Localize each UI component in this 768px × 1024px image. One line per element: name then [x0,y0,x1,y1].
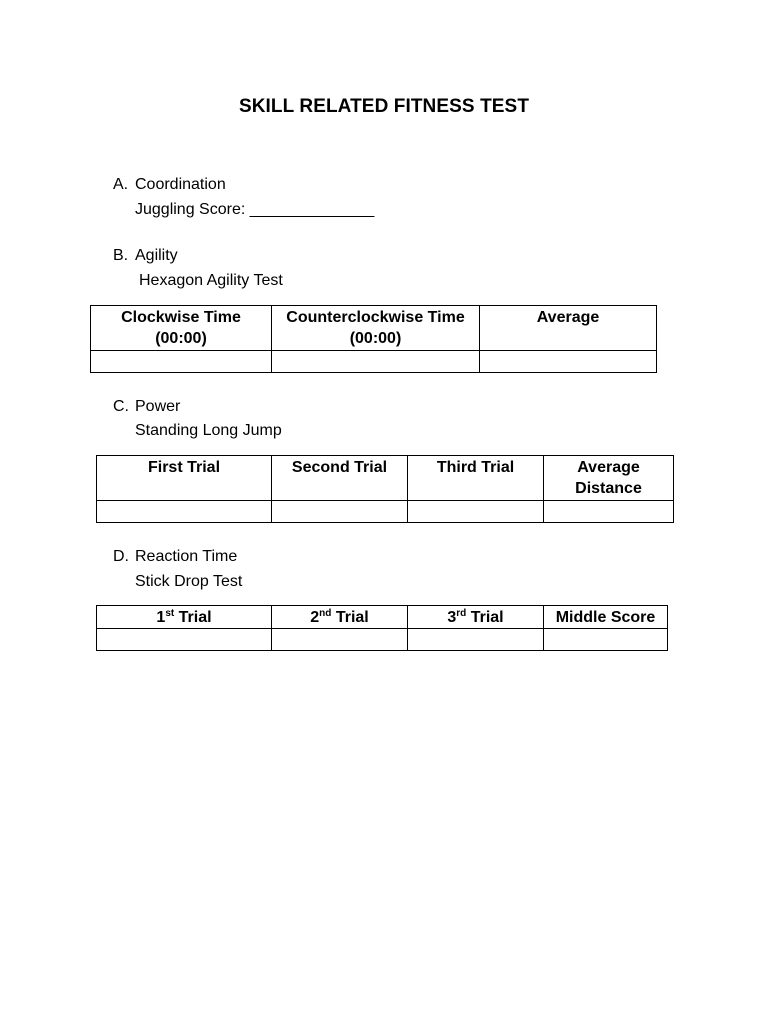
power-table [96,455,674,523]
section-c-letter: C. [113,398,129,415]
reaction-header-3rd-trial: 3rd Trial [408,606,544,629]
juggling-score-line: Juggling Score: ______________ [135,201,375,218]
section-a-name: Coordination [135,176,226,193]
section-b-letter: B. [113,247,129,264]
agility-cell-counterclockwise[interactable] [272,351,480,373]
reaction-header-2nd-trial: 2nd Trial [272,606,408,629]
agility-cell-clockwise[interactable] [91,351,272,373]
agility-header-average: Average [480,306,657,351]
section-c-name: Power [135,398,181,415]
power-header-first-trial: First Trial [97,456,272,501]
section-b-test-name: Hexagon Agility Test [139,272,283,289]
section-d-heading [113,548,237,566]
power-cell-first-trial[interactable] [97,501,272,523]
power-header-average-distance: Average Distance [544,456,674,501]
section-b-name: Agility [135,247,178,264]
power-cell-second-trial[interactable] [272,501,408,523]
agility-header-clockwise: Clockwise Time (00:00) [91,306,272,351]
section-d-letter: D. [113,548,129,565]
reaction-header-middle-score: Middle Score [544,606,668,629]
reaction-cell-middle-score[interactable] [544,629,668,651]
agility-header-counterclockwise: Counterclockwise Time (00:00) [272,306,480,351]
power-cell-third-trial[interactable] [408,501,544,523]
section-a-heading [113,176,226,194]
reaction-cell-3rd-trial[interactable] [408,629,544,651]
section-a-letter: A. [113,176,129,193]
section-c-test-name: Standing Long Jump [135,422,282,439]
section-b-heading [113,247,178,265]
agility-table [90,305,657,373]
reaction-table [96,605,668,651]
section-d-test-name: Stick Drop Test [135,573,243,590]
reaction-header-1st-trial: 1st Trial [97,606,272,629]
section-d-name: Reaction Time [135,548,238,565]
agility-cell-average[interactable] [480,351,657,373]
reaction-cell-2nd-trial[interactable] [272,629,408,651]
section-c-heading [113,398,180,416]
page-title: SKILL RELATED FITNESS TEST [238,96,530,117]
power-header-third-trial: Third Trial [408,456,544,501]
reaction-cell-1st-trial[interactable] [97,629,272,651]
power-header-second-trial: Second Trial [272,456,408,501]
power-cell-average-distance[interactable] [544,501,674,523]
